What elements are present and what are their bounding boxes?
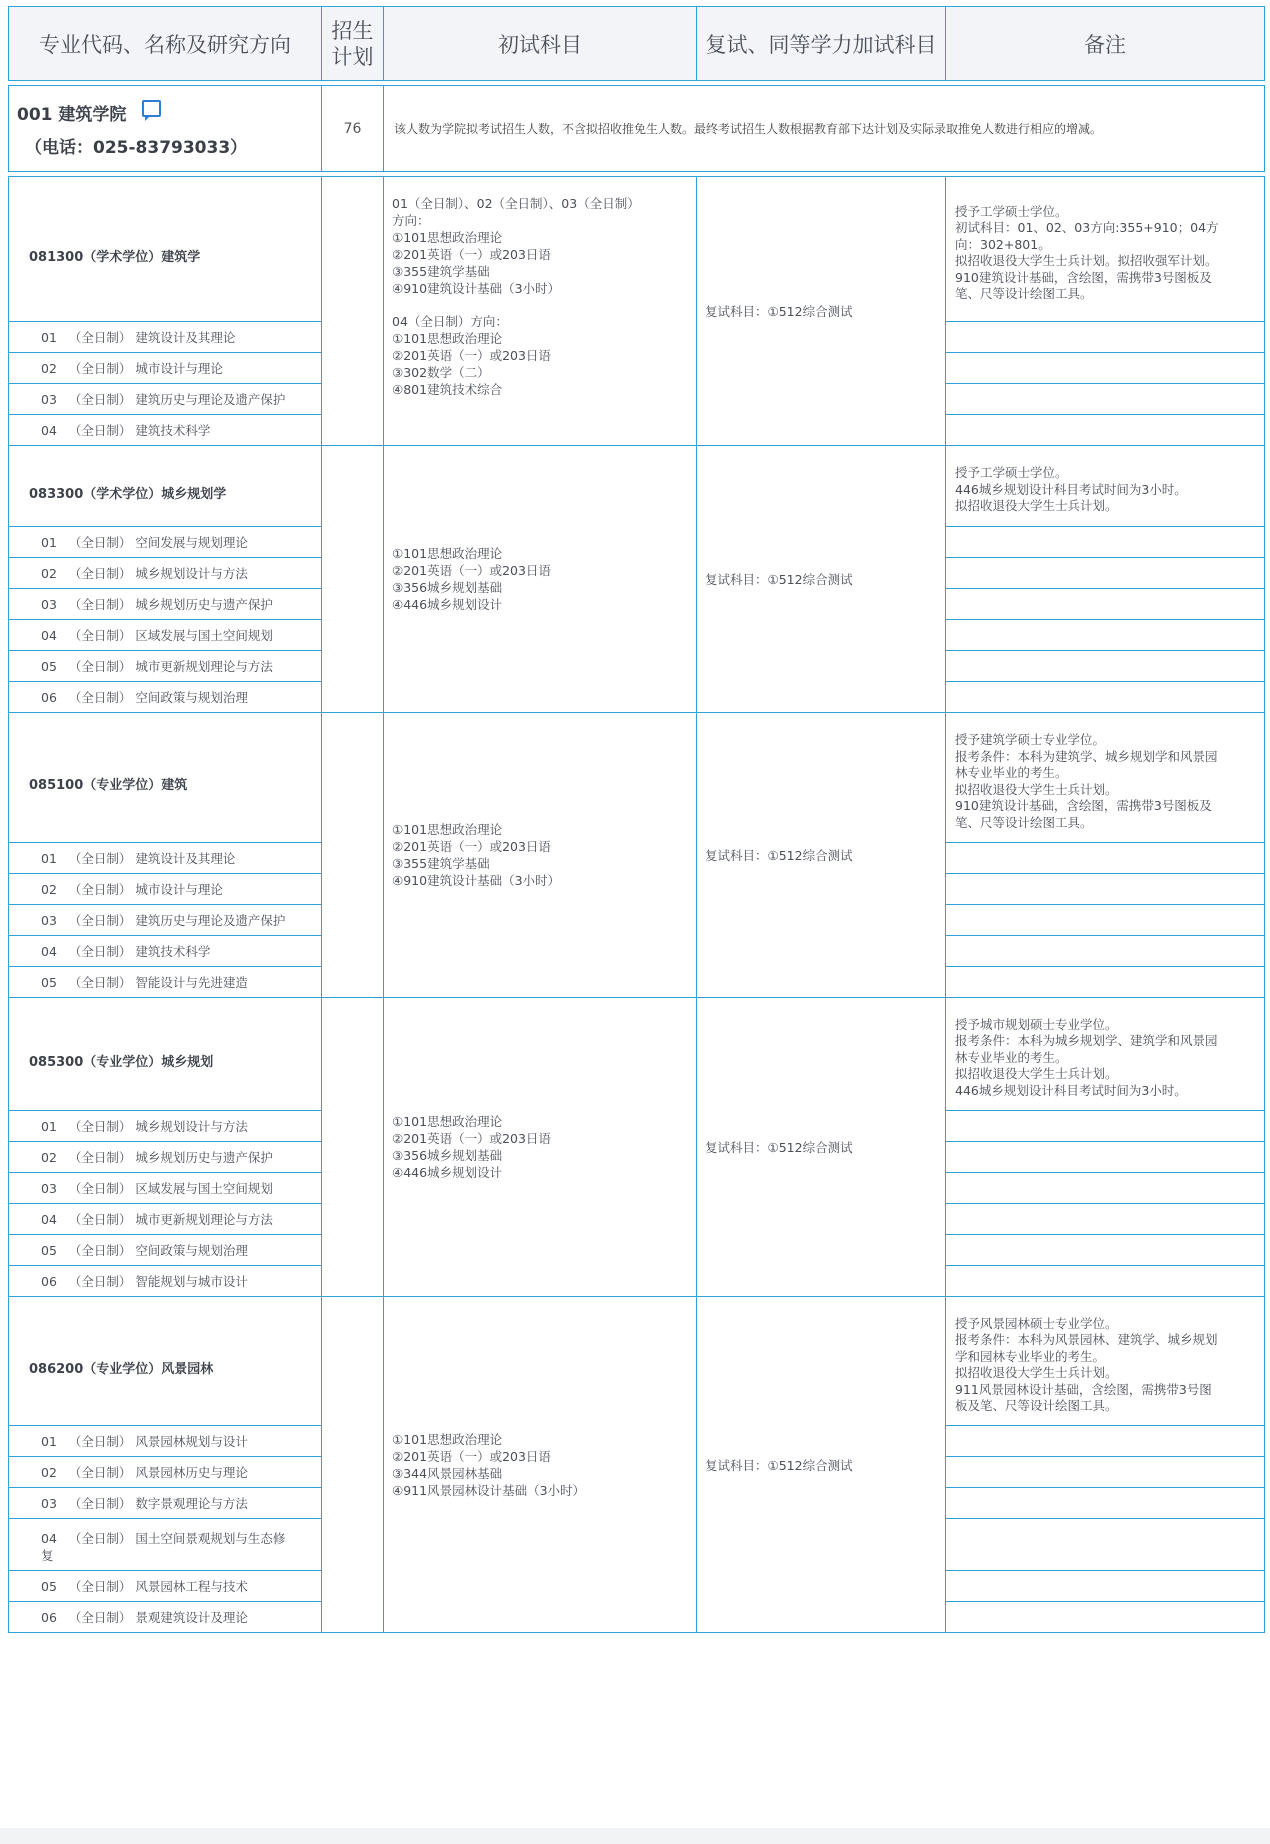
note-line: 林专业毕业的考生。 [955, 1049, 1068, 1065]
major-note [946, 177, 1265, 322]
major-initial-exam [384, 1297, 697, 1633]
note-line: 学和园林专业毕业的考生。 [955, 1348, 1106, 1364]
exam-line: ④911风景园林设计基础（3小时） [392, 1482, 586, 1498]
note-line: 授予工学硕士学位。 [955, 465, 1068, 481]
table-header [9, 7, 1265, 81]
note-line: 911风景园林设计基础，含绘图，需携带3号图 [955, 1381, 1212, 1397]
direction-note [946, 936, 1265, 967]
direction-mode: （全日制） [68, 1433, 132, 1449]
major-note [946, 446, 1265, 527]
major-title: 085100（专业学位）建筑 [9, 713, 322, 843]
note-line: 910建筑设计基础，含绘图，需携带3号图板及 [955, 269, 1212, 285]
bottom-stripe [0, 1828, 1270, 1844]
major-plan [322, 177, 384, 446]
direction-item[interactable] [9, 620, 322, 651]
direction-code: 03 [41, 391, 57, 407]
note-line: 授予城市规划硕士专业学位。 [955, 1016, 1118, 1032]
direction-item[interactable] [9, 415, 322, 446]
major-plan [322, 713, 384, 998]
direction-name: 景观建筑设计及理论 [135, 1609, 248, 1625]
direction-code: 01 [41, 534, 57, 550]
major-note [946, 1297, 1265, 1426]
exam-line: ②201英语（一）或203日语 [392, 1131, 551, 1146]
direction-code: 03 [41, 912, 57, 928]
direction-item[interactable] [9, 1266, 322, 1297]
direction-item[interactable] [9, 1173, 322, 1204]
major-plan [322, 1297, 384, 1633]
majors-body [9, 177, 1265, 1633]
direction-code: 02 [41, 881, 57, 897]
direction-name-cont: 复 [41, 1547, 54, 1563]
direction-code: 05 [41, 974, 57, 990]
direction-mode: （全日制） [68, 534, 132, 550]
exam-line: ④446城乡规划设计 [392, 1165, 503, 1180]
exam-line: ③344风景园林基础 [392, 1465, 503, 1481]
direction-note [946, 874, 1265, 905]
direction-note [946, 322, 1265, 353]
direction-code: 05 [41, 1242, 57, 1258]
direction-item[interactable] [9, 1488, 322, 1519]
exam-line: ④910建筑设计基础（3小时） [392, 281, 561, 296]
direction-note [946, 1235, 1265, 1266]
direction-mode: （全日制） [68, 974, 132, 990]
major-row [9, 177, 1265, 322]
enrollment-table [8, 6, 1265, 1633]
major-retest: 复试科目：①512综合测试 [697, 177, 946, 446]
direction-note [946, 843, 1265, 874]
direction-mode: （全日制） [68, 689, 132, 705]
direction-mode: （全日制） [68, 1273, 132, 1289]
direction-code: 06 [41, 1609, 57, 1625]
direction-note [946, 415, 1265, 446]
direction-item[interactable] [9, 651, 322, 682]
direction-mode: （全日制） [68, 1118, 132, 1134]
direction-note [946, 1142, 1265, 1173]
direction-mode: （全日制） [68, 1464, 132, 1480]
direction-name: 风景园林历史与理论 [135, 1464, 248, 1480]
direction-note [946, 1204, 1265, 1235]
direction-name: 城乡规划历史与遗产保护 [135, 596, 273, 612]
note-line: 报考条件：本科为建筑学、城乡规划学和风景园 [955, 748, 1218, 764]
direction-name: 城乡规划设计与方法 [135, 1118, 248, 1134]
exam-line: ②201英语（一）或203日语 [392, 1448, 551, 1464]
direction-mode: （全日制） [68, 422, 132, 438]
major-initial-exam [384, 177, 697, 446]
direction-name: 建筑设计及其理论 [135, 329, 236, 345]
exam-line: ③355建筑学基础 [392, 264, 490, 279]
exam-line: ①101思想政治理论 [392, 331, 503, 346]
note-line: 拟招收退役大学生士兵计划。 [955, 1365, 1118, 1380]
direction-note [946, 1111, 1265, 1142]
direction-item[interactable] [9, 1142, 322, 1173]
direction-name: 城市设计与理论 [135, 881, 223, 897]
direction-mode: （全日制） [68, 943, 132, 959]
direction-name: 国土空间景观规划与生态修 [135, 1530, 286, 1546]
direction-name: 风景园林规划与设计 [135, 1433, 248, 1449]
direction-name: 城市更新规划理论与方法 [135, 658, 273, 674]
direction-mode: （全日制） [68, 1495, 132, 1511]
direction-note [946, 353, 1265, 384]
exam-line: ①101思想政治理论 [392, 1114, 503, 1129]
direction-item[interactable] [9, 1457, 322, 1488]
direction-code: 06 [41, 689, 57, 705]
note-line: 446城乡规划设计科目考试时间为3小时。 [955, 1082, 1187, 1098]
direction-item[interactable] [9, 1571, 322, 1602]
direction-name: 城乡规划设计与方法 [135, 565, 248, 581]
note-line: 笔、尺等设计绘图工具。 [955, 286, 1093, 301]
direction-item[interactable] [9, 905, 322, 936]
note-line: 446城乡规划设计科目考试时间为3小时。 [955, 481, 1187, 497]
direction-mode: （全日制） [68, 565, 132, 581]
direction-code: 04 [41, 1211, 57, 1227]
direction-mode: （全日制） [68, 1530, 132, 1546]
direction-note [946, 682, 1265, 713]
college-name: 001 建筑学院 [17, 104, 127, 125]
direction-item[interactable] [9, 874, 322, 905]
direction-mode: （全日制） [68, 1609, 132, 1625]
direction-item[interactable] [9, 1519, 322, 1571]
exam-line: ④446城乡规划设计 [392, 597, 503, 612]
direction-note [946, 1426, 1265, 1457]
note-line: 拟招收退役大学生士兵计划。 [955, 781, 1118, 797]
direction-item[interactable] [9, 682, 322, 713]
direction-mode: （全日制） [68, 912, 132, 928]
direction-name: 建筑技术科学 [135, 422, 211, 438]
major-initial-exam [384, 713, 697, 998]
major-retest: 复试科目：①512综合测试 [697, 998, 946, 1297]
header-major: 专业代码、名称及研究方向 [9, 7, 322, 81]
direction-note [946, 1173, 1265, 1204]
major-plan [322, 446, 384, 713]
note-line: 910建筑设计基础，含绘图，需携带3号图板及 [955, 798, 1212, 813]
direction-mode: （全日制） [68, 850, 132, 866]
major-title: 085300（专业学位）城乡规划 [9, 998, 322, 1111]
major-note [946, 998, 1265, 1111]
direction-mode: （全日制） [68, 391, 132, 407]
direction-name: 数字景观理论与方法 [135, 1495, 248, 1511]
direction-mode: （全日制） [68, 1149, 132, 1165]
direction-name: 空间政策与规划治理 [135, 689, 248, 705]
exam-line: ①101思想政治理论 [392, 230, 503, 245]
direction-code: 03 [41, 1180, 57, 1196]
direction-item[interactable] [9, 1426, 322, 1457]
note-line: 授予建筑学硕士专业学位。 [955, 732, 1106, 747]
direction-code: 05 [41, 1578, 57, 1594]
direction-mode: （全日制） [68, 627, 132, 643]
exam-line: 方向： [392, 213, 430, 228]
major-row [9, 713, 1265, 843]
direction-note [946, 527, 1265, 558]
direction-name: 建筑设计及其理论 [135, 850, 236, 866]
direction-mode: （全日制） [68, 1242, 132, 1258]
exam-line: ①101思想政治理论 [392, 822, 503, 837]
college-phone: （电话：025-83793033） [25, 137, 248, 158]
direction-item[interactable] [9, 843, 322, 874]
header-remarks: 备注 [946, 7, 1265, 81]
direction-name: 区域发展与国土空间规划 [135, 1180, 273, 1196]
direction-name: 风景园林工程与技术 [135, 1578, 248, 1594]
college-note: 该人数为学院拟考试招生人数，不含拟招收推免生人数。最终考试招生人数根据教育部下达计划及实际录取推免人数进行相应的增减。 [384, 86, 1265, 172]
note-line: 拟招收退役大学生士兵计划。拟招收强军计划。 [955, 253, 1218, 268]
direction-note [946, 651, 1265, 682]
major-row [9, 446, 1265, 527]
direction-code: 02 [41, 360, 57, 376]
college-plan: 76 [322, 86, 384, 172]
direction-item[interactable] [9, 589, 322, 620]
direction-mode: （全日制） [68, 596, 132, 612]
exam-line: ③302数学（二） [392, 365, 490, 380]
direction-code: 01 [41, 329, 57, 345]
direction-name: 城市更新规划理论与方法 [135, 1211, 273, 1227]
note-line: 报考条件：本科为城乡规划学、建筑学和风景园 [955, 1033, 1218, 1049]
direction-code: 01 [41, 1433, 57, 1449]
direction-mode: （全日制） [68, 658, 132, 674]
direction-item[interactable] [9, 967, 322, 998]
exam-line: ③355建筑学基础 [392, 856, 490, 871]
direction-code: 04 [41, 1530, 57, 1546]
direction-mode: （全日制） [68, 1180, 132, 1196]
direction-item[interactable] [9, 353, 322, 384]
direction-item[interactable] [9, 527, 322, 558]
note-line: 授予工学硕士学位。 [955, 203, 1068, 219]
direction-name: 智能设计与先进建造 [135, 974, 248, 990]
direction-item[interactable] [9, 1111, 322, 1142]
direction-item[interactable] [9, 1235, 322, 1266]
direction-code: 02 [41, 565, 57, 581]
direction-name: 建筑历史与理论及遗产保护 [135, 391, 286, 407]
direction-mode: （全日制） [68, 881, 132, 897]
exam-line: ②201英语（一）或203日语 [392, 563, 551, 578]
exam-line: ④801建筑技术综合 [392, 382, 503, 397]
exam-line: ①101思想政治理论 [392, 546, 503, 561]
direction-note [946, 1571, 1265, 1602]
note-line: 向：302+801。 [955, 236, 1051, 252]
direction-item[interactable] [9, 1204, 322, 1235]
direction-item[interactable] [9, 322, 322, 353]
major-title: 083300（学术学位）城乡规划学 [9, 446, 322, 527]
exam-line: 04（全日制）方向： [392, 314, 508, 329]
direction-note [946, 1266, 1265, 1297]
direction-name: 城乡规划历史与遗产保护 [135, 1149, 273, 1165]
direction-note [946, 558, 1265, 589]
direction-note [946, 589, 1265, 620]
direction-note [946, 905, 1265, 936]
direction-note [946, 620, 1265, 651]
direction-note [946, 384, 1265, 415]
major-plan [322, 998, 384, 1297]
direction-code: 02 [41, 1464, 57, 1480]
major-initial-exam [384, 446, 697, 713]
direction-item[interactable] [9, 1602, 322, 1633]
direction-mode: （全日制） [68, 1578, 132, 1594]
note-line: 报考条件：本科为风景园林、建筑学、城乡规划 [955, 1332, 1218, 1347]
major-note [946, 713, 1265, 843]
header-initial-exam: 初试科目 [384, 7, 697, 81]
direction-name: 区域发展与国土空间规划 [135, 627, 273, 643]
direction-mode: （全日制） [68, 360, 132, 376]
direction-code: 02 [41, 1149, 57, 1165]
direction-name: 建筑历史与理论及遗产保护 [135, 912, 286, 928]
major-retest: 复试科目：①512综合测试 [697, 446, 946, 713]
header-retest: 复试、同等学力加试科目 [697, 7, 946, 81]
direction-code: 01 [41, 1118, 57, 1134]
direction-note [946, 1519, 1265, 1571]
note-line: 授予风景园林硕士专业学位。 [955, 1315, 1118, 1331]
direction-name: 空间政策与规划治理 [135, 1242, 248, 1258]
exam-line: ②201英语（一）或203日语 [392, 247, 551, 262]
exam-line: ②201英语（一）或203日语 [392, 839, 551, 854]
direction-name: 建筑技术科学 [135, 943, 211, 959]
direction-mode: （全日制） [68, 1211, 132, 1227]
major-initial-exam [384, 998, 697, 1297]
direction-mode: （全日制） [68, 329, 132, 345]
direction-code: 03 [41, 596, 57, 612]
direction-note [946, 967, 1265, 998]
direction-name: 城市设计与理论 [135, 360, 223, 376]
exam-line: ②201英语（一）或203日语 [392, 348, 551, 363]
direction-item[interactable] [9, 558, 322, 589]
note-line: 笔、尺等设计绘图工具。 [955, 814, 1093, 830]
major-title: 081300（学术学位）建筑学 [9, 177, 322, 322]
exam-line: ④910建筑设计基础（3小时） [392, 873, 561, 888]
header-plan: 招生 计划 [322, 7, 384, 81]
direction-name: 空间发展与规划理论 [135, 534, 248, 550]
note-line: 初试科目：01、02、03方向:355+910；04方 [955, 220, 1219, 235]
exam-line: 01（全日制）、02（全日制）、03（全日制） [392, 196, 640, 211]
direction-item[interactable] [9, 936, 322, 967]
direction-code: 03 [41, 1495, 57, 1511]
college-row [9, 86, 1265, 172]
note-line: 拟招收退役大学生士兵计划。 [955, 1066, 1118, 1082]
direction-code: 04 [41, 943, 57, 959]
major-retest: 复试科目：①512综合测试 [697, 713, 946, 998]
exam-line: ①101思想政治理论 [392, 1431, 503, 1447]
direction-note [946, 1457, 1265, 1488]
note-line: 拟招收退役大学生士兵计划。 [955, 498, 1118, 514]
direction-note [946, 1488, 1265, 1519]
direction-item[interactable] [9, 384, 322, 415]
major-row [9, 998, 1265, 1111]
major-title: 086200（专业学位）风景园林 [9, 1297, 322, 1426]
direction-code: 04 [41, 627, 57, 643]
message-icon[interactable] [142, 100, 161, 117]
note-line: 板及笔、尺等设计绘图工具。 [955, 1398, 1118, 1413]
exam-line: ③356城乡规划基础 [392, 580, 503, 595]
exam-line: ③356城乡规划基础 [392, 1148, 503, 1163]
direction-code: 01 [41, 850, 57, 866]
direction-code: 04 [41, 422, 57, 438]
note-line: 林专业毕业的考生。 [955, 765, 1068, 780]
direction-note [946, 1602, 1265, 1633]
direction-code: 06 [41, 1273, 57, 1289]
direction-code: 05 [41, 658, 57, 674]
major-retest: 复试科目：①512综合测试 [697, 1297, 946, 1633]
major-row [9, 1297, 1265, 1426]
direction-name: 智能规划与城市设计 [135, 1273, 248, 1289]
